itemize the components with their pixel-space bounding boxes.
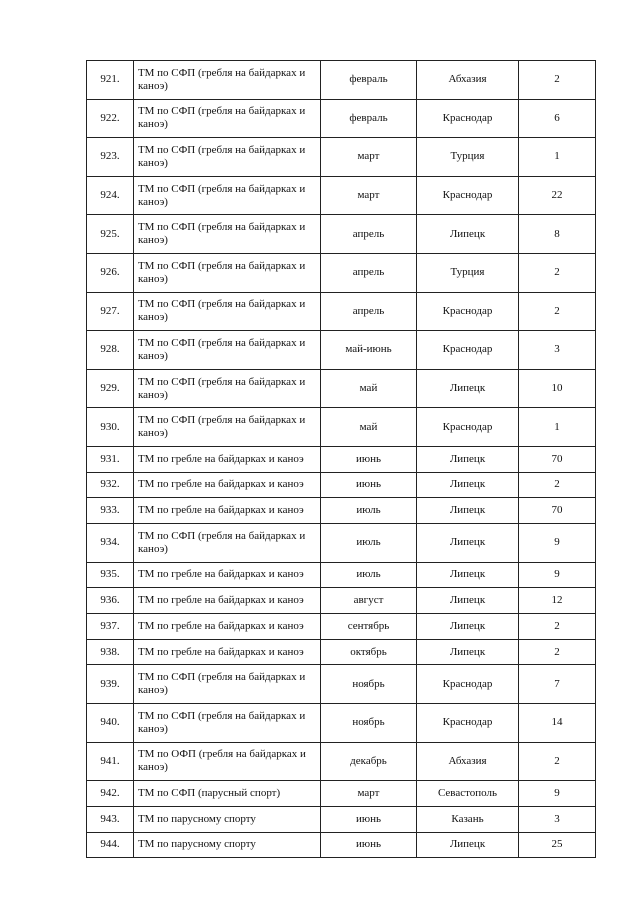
participant-count: 12 — [519, 588, 596, 614]
table-row — [87, 524, 596, 563]
event-place: Краснодар — [417, 99, 519, 138]
event-name: ТМ по гребле на байдарках и каноэ — [134, 588, 321, 614]
row-number: 928. — [87, 331, 134, 370]
event-place: Абхазия — [417, 61, 519, 100]
event-place: Краснодар — [417, 703, 519, 742]
event-place: Казань — [417, 806, 519, 832]
participant-count: 2 — [519, 292, 596, 331]
event-place: Турция — [417, 138, 519, 177]
event-name: ТМ по СФП (гребля на байдарках и каноэ) — [134, 292, 321, 331]
table-row — [87, 498, 596, 524]
events-table-body — [87, 61, 596, 858]
event-place: Краснодар — [417, 331, 519, 370]
participant-count: 3 — [519, 331, 596, 370]
row-number: 935. — [87, 562, 134, 588]
event-place: Липецк — [417, 524, 519, 563]
event-place: Липецк — [417, 498, 519, 524]
row-number: 923. — [87, 138, 134, 177]
event-month: февраль — [321, 61, 417, 100]
participant-count: 25 — [519, 832, 596, 858]
participant-count: 2 — [519, 61, 596, 100]
event-name: ТМ по гребле на байдарках и каноэ — [134, 562, 321, 588]
event-place: Краснодар — [417, 665, 519, 704]
participant-count: 1 — [519, 408, 596, 447]
event-month: июнь — [321, 472, 417, 498]
table-row — [87, 832, 596, 858]
event-month: декабрь — [321, 742, 417, 781]
participant-count: 2 — [519, 253, 596, 292]
participant-count: 7 — [519, 665, 596, 704]
table-row — [87, 613, 596, 639]
participant-count: 1 — [519, 138, 596, 177]
event-month: октябрь — [321, 639, 417, 665]
event-name: ТМ по ОФП (гребля на байдарках и каноэ) — [134, 742, 321, 781]
event-place: Краснодар — [417, 408, 519, 447]
row-number: 929. — [87, 369, 134, 408]
event-name: ТМ по СФП (гребля на байдарках и каноэ) — [134, 369, 321, 408]
event-place: Липецк — [417, 613, 519, 639]
event-name: ТМ по гребле на байдарках и каноэ — [134, 446, 321, 472]
table-row — [87, 806, 596, 832]
table-row — [87, 331, 596, 370]
row-number: 940. — [87, 703, 134, 742]
event-place: Краснодар — [417, 176, 519, 215]
table-row — [87, 176, 596, 215]
event-month: июнь — [321, 832, 417, 858]
event-name: ТМ по гребле на байдарках и каноэ — [134, 639, 321, 665]
table-row — [87, 99, 596, 138]
event-name: ТМ по СФП (гребля на байдарках и каноэ) — [134, 176, 321, 215]
participant-count: 70 — [519, 498, 596, 524]
row-number: 926. — [87, 253, 134, 292]
event-name: ТМ по СФП (гребля на байдарках и каноэ) — [134, 99, 321, 138]
event-place: Липецк — [417, 472, 519, 498]
event-month: май-июнь — [321, 331, 417, 370]
event-month: февраль — [321, 99, 417, 138]
row-number: 941. — [87, 742, 134, 781]
event-place: Липецк — [417, 639, 519, 665]
participant-count: 10 — [519, 369, 596, 408]
event-month: март — [321, 781, 417, 807]
events-table — [86, 60, 596, 858]
row-number: 938. — [87, 639, 134, 665]
row-number: 932. — [87, 472, 134, 498]
row-number: 922. — [87, 99, 134, 138]
row-number: 921. — [87, 61, 134, 100]
event-month: июнь — [321, 806, 417, 832]
event-month: апрель — [321, 253, 417, 292]
table-row — [87, 369, 596, 408]
participant-count: 8 — [519, 215, 596, 254]
event-month: март — [321, 138, 417, 177]
participant-count: 2 — [519, 742, 596, 781]
table-row — [87, 408, 596, 447]
table-row — [87, 138, 596, 177]
event-name: ТМ по СФП (гребля на байдарках и каноэ) — [134, 703, 321, 742]
event-place: Абхазия — [417, 742, 519, 781]
row-number: 939. — [87, 665, 134, 704]
participant-count: 6 — [519, 99, 596, 138]
participant-count: 9 — [519, 562, 596, 588]
row-number: 943. — [87, 806, 134, 832]
event-name: ТМ по СФП (парусный спорт) — [134, 781, 321, 807]
event-place: Липецк — [417, 832, 519, 858]
event-place: Липецк — [417, 588, 519, 614]
event-month: апрель — [321, 292, 417, 331]
event-place: Липецк — [417, 215, 519, 254]
event-month: ноябрь — [321, 703, 417, 742]
event-name: ТМ по парусному спорту — [134, 832, 321, 858]
event-name: ТМ по гребле на байдарках и каноэ — [134, 498, 321, 524]
event-month: июль — [321, 498, 417, 524]
event-place: Севастополь — [417, 781, 519, 807]
participant-count: 3 — [519, 806, 596, 832]
event-name: ТМ по парусному спорту — [134, 806, 321, 832]
table-row — [87, 446, 596, 472]
event-place: Липецк — [417, 369, 519, 408]
event-name: ТМ по СФП (гребля на байдарках и каноэ) — [134, 253, 321, 292]
event-name: ТМ по гребле на байдарках и каноэ — [134, 472, 321, 498]
event-place: Липецк — [417, 446, 519, 472]
event-name: ТМ по гребле на байдарках и каноэ — [134, 613, 321, 639]
row-number: 944. — [87, 832, 134, 858]
participant-count: 22 — [519, 176, 596, 215]
row-number: 927. — [87, 292, 134, 331]
event-name: ТМ по СФП (гребля на байдарках и каноэ) — [134, 408, 321, 447]
event-place: Липецк — [417, 562, 519, 588]
table-row — [87, 562, 596, 588]
participant-count: 70 — [519, 446, 596, 472]
event-name: ТМ по СФП (гребля на байдарках и каноэ) — [134, 331, 321, 370]
participant-count: 2 — [519, 613, 596, 639]
table-row — [87, 215, 596, 254]
event-month: июль — [321, 562, 417, 588]
event-month: июнь — [321, 446, 417, 472]
participant-count: 9 — [519, 524, 596, 563]
participant-count: 2 — [519, 472, 596, 498]
table-row — [87, 639, 596, 665]
event-place: Турция — [417, 253, 519, 292]
table-row — [87, 742, 596, 781]
table-row — [87, 588, 596, 614]
participant-count: 2 — [519, 639, 596, 665]
event-month: ноябрь — [321, 665, 417, 704]
event-month: апрель — [321, 215, 417, 254]
row-number: 937. — [87, 613, 134, 639]
row-number: 930. — [87, 408, 134, 447]
participant-count: 14 — [519, 703, 596, 742]
table-row — [87, 253, 596, 292]
event-month: август — [321, 588, 417, 614]
row-number: 936. — [87, 588, 134, 614]
row-number: 942. — [87, 781, 134, 807]
participant-count: 9 — [519, 781, 596, 807]
event-month: июль — [321, 524, 417, 563]
event-month: май — [321, 369, 417, 408]
row-number: 934. — [87, 524, 134, 563]
event-name: ТМ по СФП (гребля на байдарках и каноэ) — [134, 61, 321, 100]
row-number: 925. — [87, 215, 134, 254]
event-month: сентябрь — [321, 613, 417, 639]
event-month: март — [321, 176, 417, 215]
table-row — [87, 472, 596, 498]
event-name: ТМ по СФП (гребля на байдарках и каноэ) — [134, 665, 321, 704]
table-row — [87, 781, 596, 807]
event-name: ТМ по СФП (гребля на байдарках и каноэ) — [134, 215, 321, 254]
table-row — [87, 665, 596, 704]
table-row — [87, 292, 596, 331]
table-row — [87, 61, 596, 100]
event-name: ТМ по СФП (гребля на байдарках и каноэ) — [134, 524, 321, 563]
event-place: Краснодар — [417, 292, 519, 331]
table-row — [87, 703, 596, 742]
row-number: 924. — [87, 176, 134, 215]
event-month: май — [321, 408, 417, 447]
event-name: ТМ по СФП (гребля на байдарках и каноэ) — [134, 138, 321, 177]
row-number: 933. — [87, 498, 134, 524]
row-number: 931. — [87, 446, 134, 472]
